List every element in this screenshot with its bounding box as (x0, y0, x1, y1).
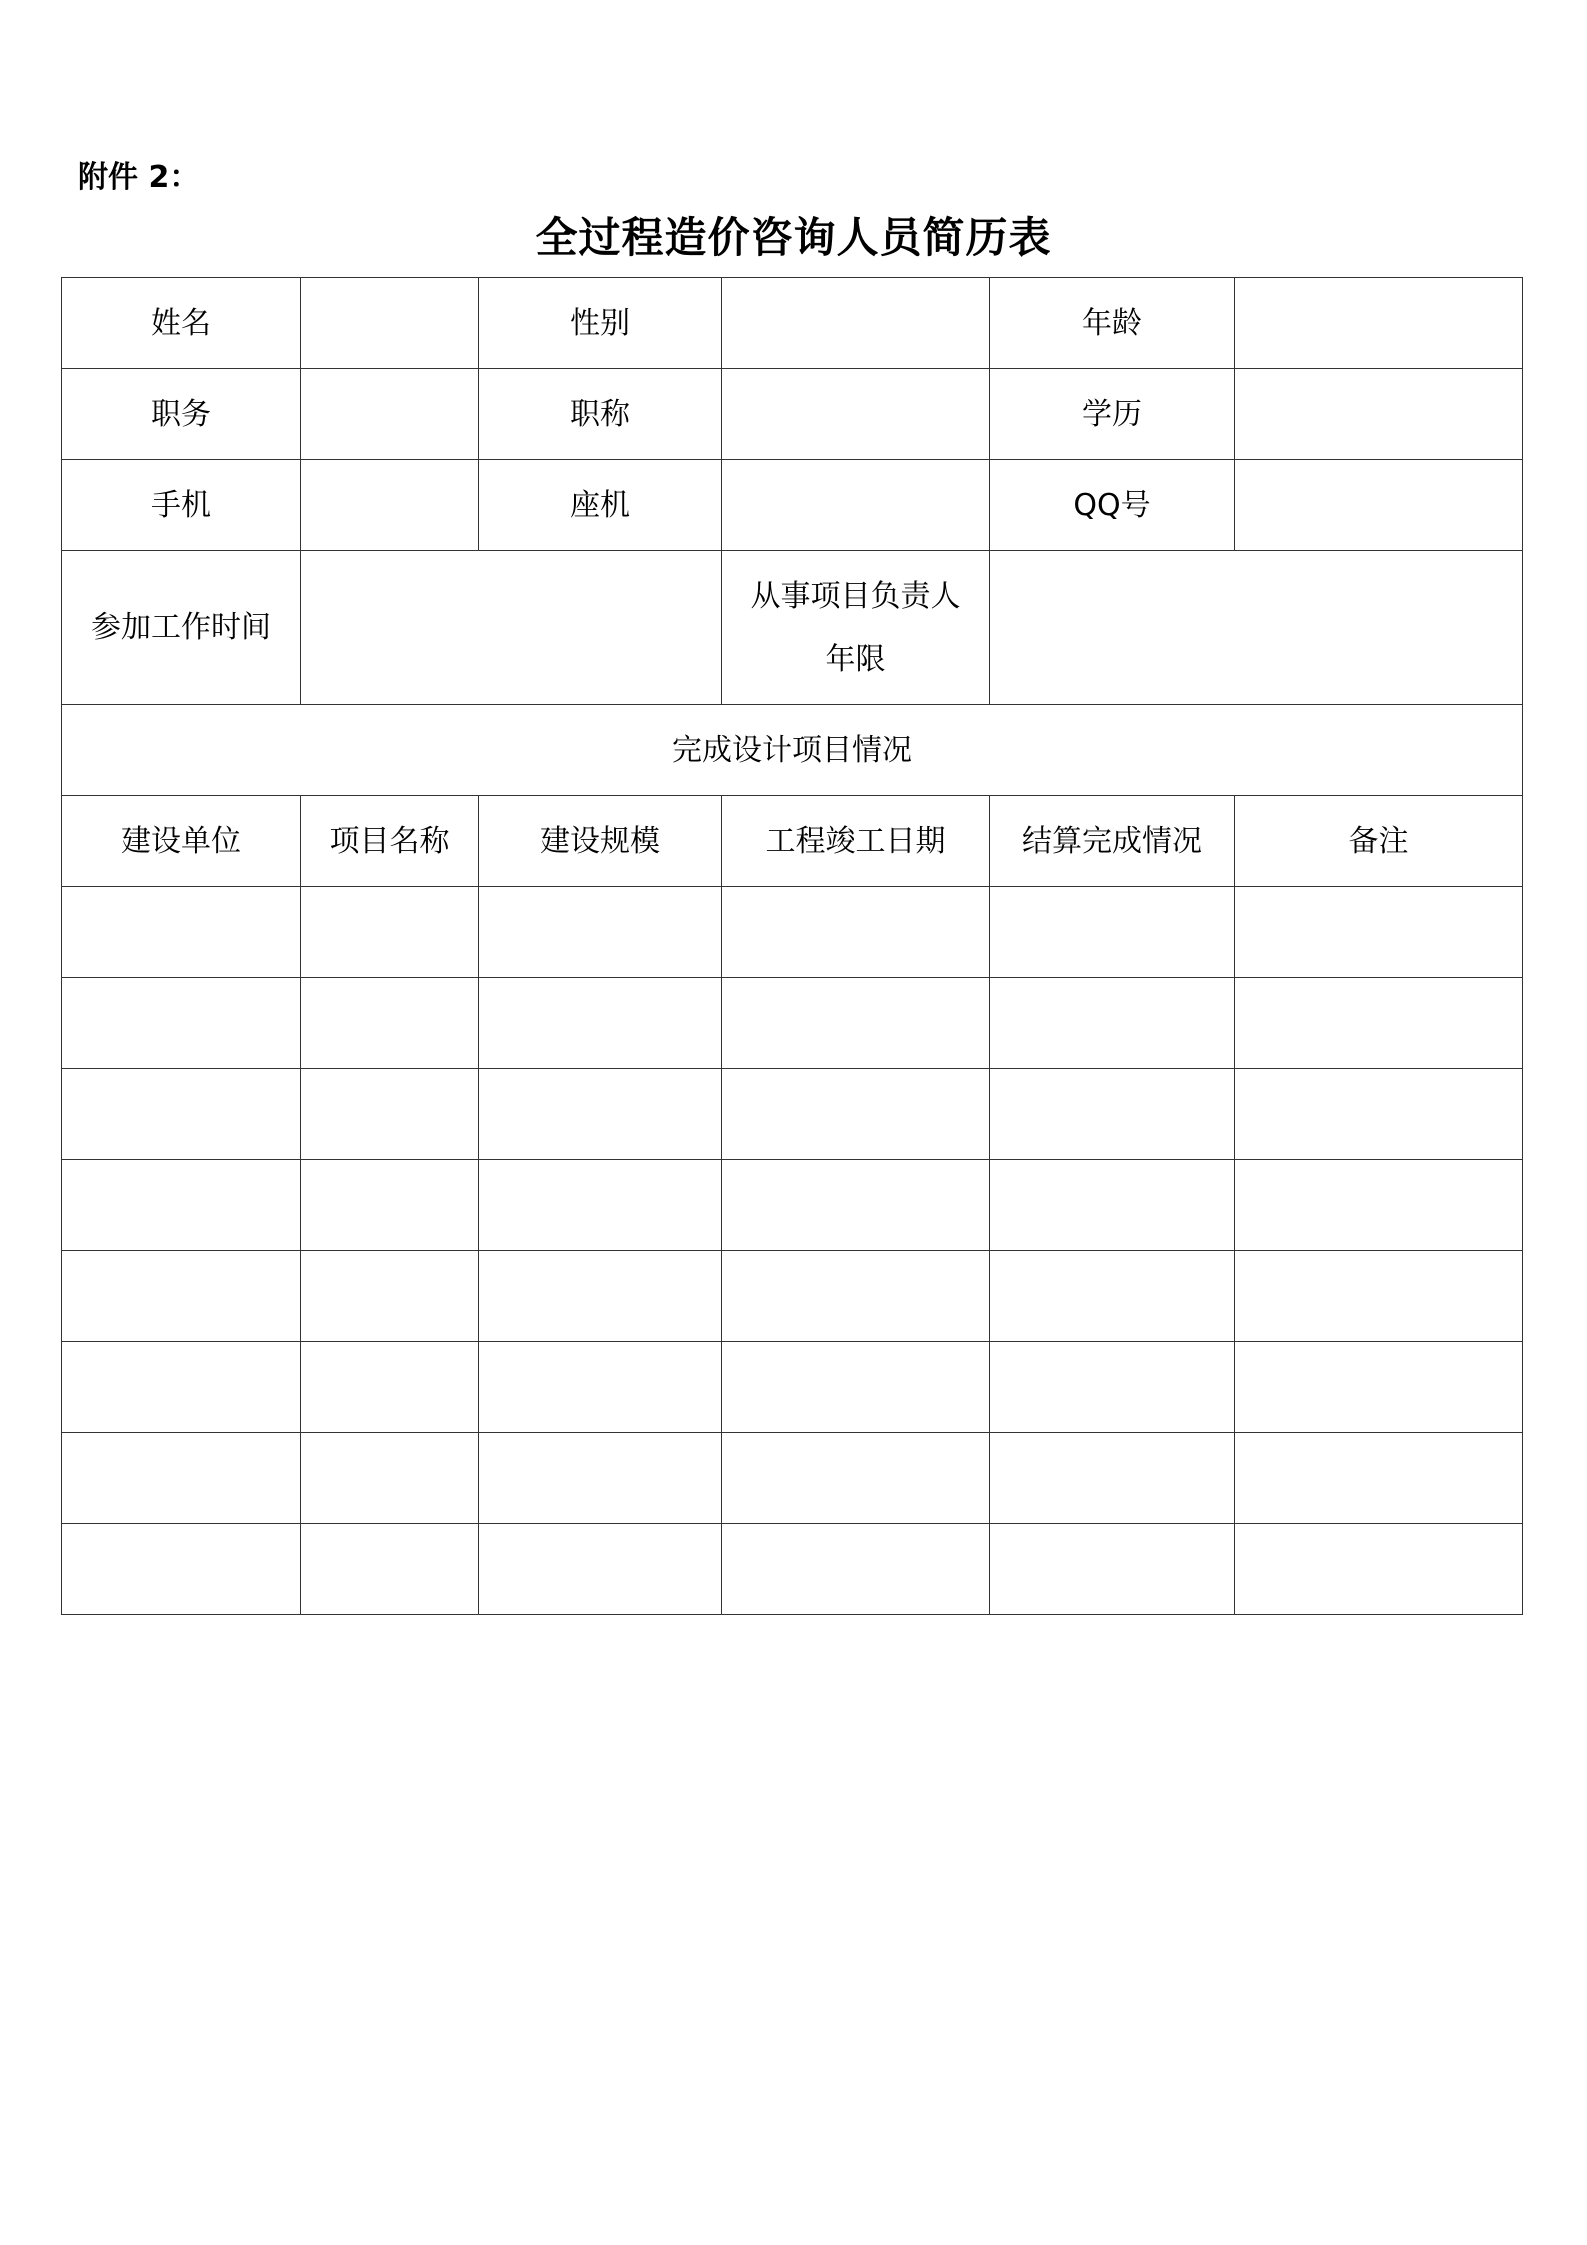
project-cell[interactable] (301, 1524, 479, 1615)
label-position: 职务 (62, 369, 301, 460)
project-cell[interactable] (62, 978, 301, 1069)
col-header-remarks: 备注 (1235, 796, 1523, 887)
page-title: 全过程造价咨询人员简历表 (535, 213, 1052, 262)
project-cell[interactable] (990, 1342, 1235, 1433)
project-row (62, 1251, 1523, 1342)
project-cell[interactable] (1235, 1069, 1523, 1160)
info-row-position (62, 369, 1523, 460)
project-cell[interactable] (62, 1160, 301, 1251)
project-cell[interactable] (479, 1433, 722, 1524)
label-mobile: 手机 (62, 460, 301, 551)
projects-section-label: 完成设计项目情况 (62, 705, 1523, 796)
project-cell[interactable] (301, 1342, 479, 1433)
project-cell[interactable] (301, 1433, 479, 1524)
project-cell[interactable] (722, 887, 990, 978)
project-cell[interactable] (62, 1433, 301, 1524)
project-cell[interactable] (1235, 1524, 1523, 1615)
project-row (62, 1160, 1523, 1251)
col-header-completion-date: 工程竣工日期 (722, 796, 990, 887)
project-cell[interactable] (479, 1524, 722, 1615)
field-landline[interactable] (722, 460, 990, 551)
project-cell[interactable] (990, 1433, 1235, 1524)
project-row (62, 1524, 1523, 1615)
label-professional-title: 职称 (479, 369, 722, 460)
project-cell[interactable] (1235, 1433, 1523, 1524)
project-cell[interactable] (479, 1160, 722, 1251)
project-header-row (62, 796, 1523, 887)
field-mobile[interactable] (301, 460, 479, 551)
info-row-name (62, 278, 1523, 369)
col-header-project-name: 项目名称 (301, 796, 479, 887)
project-cell[interactable] (990, 1251, 1235, 1342)
field-qq[interactable] (1235, 460, 1523, 551)
project-cell[interactable] (301, 1251, 479, 1342)
label-age: 年龄 (990, 278, 1235, 369)
project-row (62, 1069, 1523, 1160)
projects-section-row (62, 705, 1523, 796)
field-position[interactable] (301, 369, 479, 460)
label-pm-years-line2: 年限 (825, 641, 886, 677)
project-cell[interactable] (62, 1251, 301, 1342)
label-gender: 性别 (479, 278, 722, 369)
project-cell[interactable] (722, 1342, 990, 1433)
project-row (62, 1342, 1523, 1433)
project-cell[interactable] (722, 978, 990, 1069)
project-row (62, 1433, 1523, 1524)
project-cell[interactable] (479, 887, 722, 978)
col-header-construction-scale: 建设规模 (479, 796, 722, 887)
label-education: 学历 (990, 369, 1235, 460)
project-row (62, 978, 1523, 1069)
field-age[interactable] (1235, 278, 1523, 369)
field-name[interactable] (301, 278, 479, 369)
field-professional-title[interactable] (722, 369, 990, 460)
project-cell[interactable] (62, 1524, 301, 1615)
project-cell[interactable] (1235, 1342, 1523, 1433)
project-cell[interactable] (990, 1069, 1235, 1160)
info-row-contact (62, 460, 1523, 551)
project-cell[interactable] (1235, 887, 1523, 978)
label-qq: QQ号 (990, 460, 1235, 551)
project-cell[interactable] (301, 1160, 479, 1251)
field-pm-years[interactable] (990, 551, 1523, 705)
col-header-settlement-status: 结算完成情况 (990, 796, 1235, 887)
label-name: 姓名 (62, 278, 301, 369)
project-cell[interactable] (62, 887, 301, 978)
project-cell[interactable] (722, 1160, 990, 1251)
label-work-start-time: 参加工作时间 (62, 551, 301, 705)
project-cell[interactable] (62, 1342, 301, 1433)
label-landline: 座机 (479, 460, 722, 551)
project-cell[interactable] (1235, 1251, 1523, 1342)
project-cell[interactable] (990, 978, 1235, 1069)
project-cell[interactable] (990, 887, 1235, 978)
field-education[interactable] (1235, 369, 1523, 460)
project-cell[interactable] (479, 978, 722, 1069)
attachment-label: 附件 2： (78, 160, 200, 195)
field-work-start-time[interactable] (301, 551, 722, 705)
project-cell[interactable] (62, 1069, 301, 1160)
project-cell[interactable] (1235, 978, 1523, 1069)
project-cell[interactable] (722, 1069, 990, 1160)
project-cell[interactable] (301, 887, 479, 978)
project-cell[interactable] (990, 1160, 1235, 1251)
project-cell[interactable] (479, 1251, 722, 1342)
label-pm-years-line1: 从事项目负责人 (750, 578, 961, 614)
label-pm-years (722, 551, 990, 705)
project-cell[interactable] (479, 1069, 722, 1160)
project-cell[interactable] (722, 1251, 990, 1342)
col-header-construction-unit: 建设单位 (62, 796, 301, 887)
project-cell[interactable] (1235, 1160, 1523, 1251)
project-cell[interactable] (301, 1069, 479, 1160)
project-cell[interactable] (722, 1433, 990, 1524)
project-cell[interactable] (479, 1342, 722, 1433)
info-row-work-experience (62, 551, 1523, 705)
project-cell[interactable] (722, 1524, 990, 1615)
resume-table (61, 277, 1523, 1615)
project-cell[interactable] (990, 1524, 1235, 1615)
field-gender[interactable] (722, 278, 990, 369)
project-row (62, 887, 1523, 978)
project-cell[interactable] (301, 978, 479, 1069)
